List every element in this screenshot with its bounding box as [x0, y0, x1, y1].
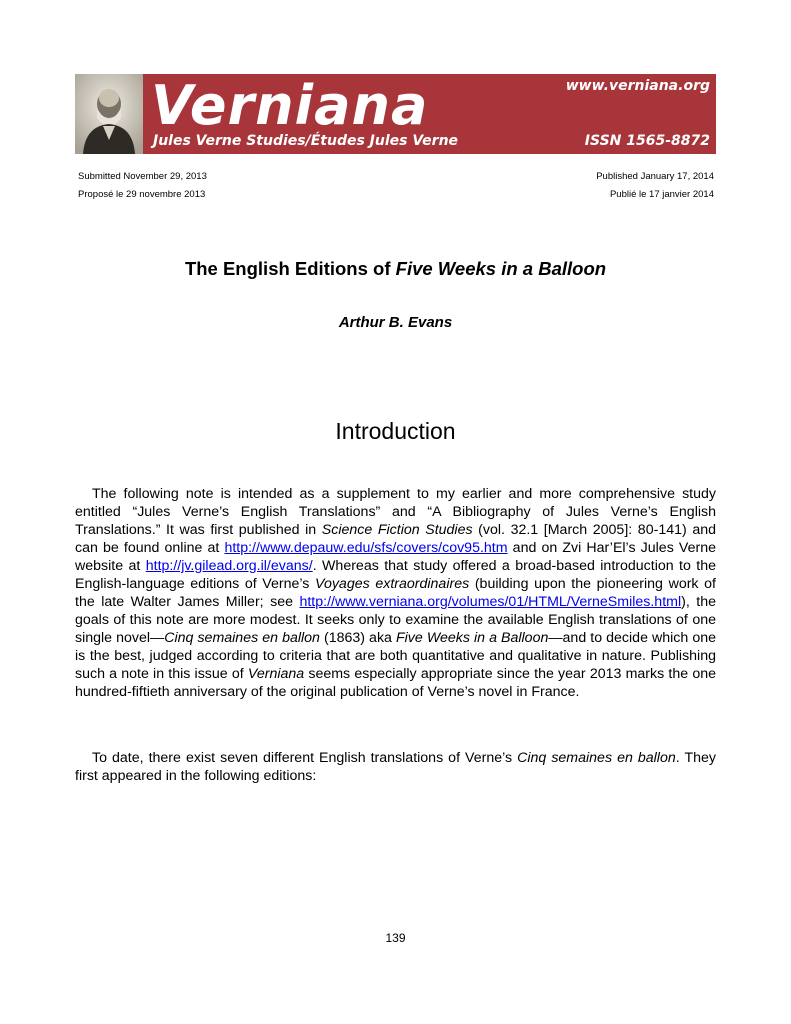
article-title-prefix: The English Editions of — [184, 258, 396, 279]
body-paragraph-2 — [75, 749, 716, 785]
link-gilead-evans[interactable]: http://jv.gilead.org.il/evans/ — [145, 558, 313, 574]
journal-issn: ISSN 1565-8872 — [584, 133, 710, 149]
article-title-italic: Five Weeks in a Balloon — [395, 258, 607, 279]
italic-run: Five Weeks in a Balloon — [395, 630, 549, 646]
article-author: Arthur B. Evans — [338, 314, 453, 331]
jules-verne-portrait-image — [75, 74, 143, 154]
body-paragraph-1 — [75, 485, 716, 701]
link-sfs-covers[interactable]: http://www.depauw.edu/sfs/covers/cov95.htm — [224, 540, 508, 556]
journal-tagline: Jules Verne Studies/Études Jules Verne — [153, 133, 459, 149]
page-number: 139 — [385, 931, 406, 945]
text-run: . Whereas that study offered a broad-based introduction to the English-language editions of Verne’s — [75, 558, 716, 592]
text-run: The following note is intended as a supplement to my earlier and more comprehensive study entitled “Jules Verne’s English Translations” and “A Bibliography of Jules Verne’s English Translations.” It was first published in — [75, 486, 716, 538]
text-run: . They first appeared in the following editions: — [75, 750, 716, 784]
italic-run: Verniana — [247, 666, 305, 682]
journal-website: www.verniana.org — [565, 78, 710, 94]
text-run: and on Zvi Har’El’s Jules Verne website at — [75, 540, 716, 574]
text-run: seems especially appropriate since the year 2013 marks the one hundred-fiftieth anniversary of the original publication of Verne’s novel in France. — [75, 666, 716, 700]
published-date-en: Published January 17, 2014 — [596, 171, 714, 182]
text-run: (vol. 32.1 [March 2005]: 80-141) and can be found online at — [75, 522, 716, 556]
journal-banner — [75, 74, 716, 154]
published-date-fr: Publié le 17 janvier 2014 — [609, 189, 714, 200]
text-run: (1863) aka — [319, 630, 396, 646]
article-title — [0, 258, 791, 280]
text-run: —and to decide which one is the best, judged according to criteria that are both quantitative and qualitative in nature. Publishing such a note in this issue of — [75, 630, 717, 682]
text-run: ), the goals of this note are more modest. It seeks only to examine the available English translations of one single novel— — [75, 594, 716, 646]
text-run: To date, there exist seven different English translations of Verne’s — [92, 750, 518, 766]
italic-run: Cinq semaines en ballon — [517, 750, 676, 766]
italic-run: Voyages extraordinaires — [315, 576, 470, 592]
submitted-date-en: Submitted November 29, 2013 — [78, 171, 207, 182]
journal-masthead: Verniana — [151, 74, 429, 137]
text-run: (building upon the pioneering work of the late Walter James Miller; see — [75, 576, 716, 610]
link-verne-smiles[interactable]: http://www.verniana.org/volumes/01/HTML/VerneSmiles.html — [299, 594, 682, 610]
italic-run: Science Fiction Studies — [321, 522, 473, 538]
section-heading: Introduction — [335, 418, 456, 444]
italic-run: Cinq semaines en ballon — [164, 630, 320, 646]
submitted-date-fr: Proposé le 29 novembre 2013 — [78, 189, 206, 200]
